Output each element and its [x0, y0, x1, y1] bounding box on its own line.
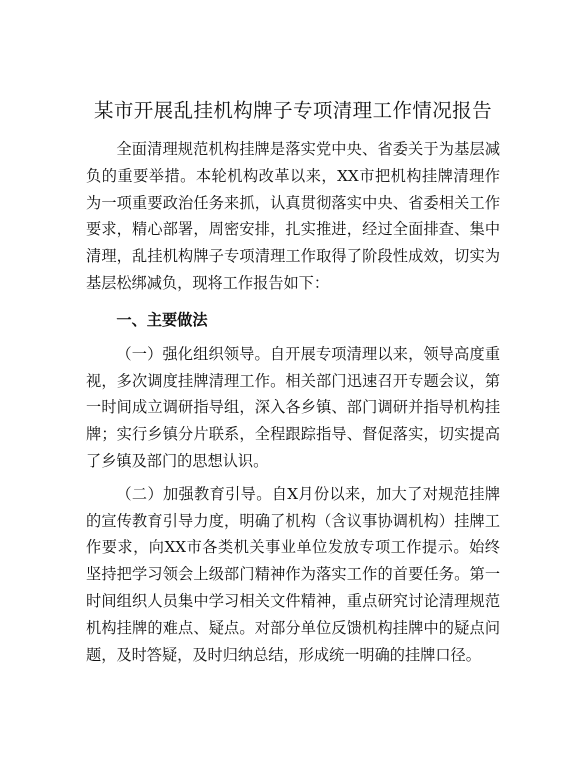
item-strengthen-leadership-body: 自开展专项清理以来，领导高度重视，多次调度挂牌清理工作。相关部门迅速召开专题会议，第一时间成立调研指导组，深入各乡镇、部门调研并指导机构挂牌；实行乡镇分片联系，全程跟踪指导、督促落实，切实提高了乡镇及部门的思想认识。	[86, 344, 501, 470]
item-education-guidance-lead: （二）加强教育引导。	[116, 484, 272, 503]
intro-paragraph: 全面清理规范机构挂牌是落实党中央、省委关于为基层减负的重要举措。本轮机构改革以来，XX市把机构挂牌清理作为一项重要政治任务来抓，认真贯彻落实中央、省委相关工作要求，精心部署，周密安排，扎实推进，经过全面排查、集中清理，乱挂机构牌子专项清理工作取得了阶段性成效，切实为基层松绑减负，现将工作报告如下：	[86, 140, 500, 292]
section-heading-main-practices: 一、主要做法	[116, 310, 208, 329]
item-education-guidance	[86, 481, 500, 669]
item-strengthen-leadership-lead: （一）强化组织领导。	[116, 344, 270, 363]
document-title: 某市开展乱挂机构牌子专项清理工作情况报告	[93, 99, 492, 122]
item-education-guidance-body: 自X月份以来，加大了对规范挂牌的宣传教育引导力度，明确了机构（含议事协调机构）挂牌工作要求，向XX市各类机关事业单位发放专项工作提示。始终坚持把学习领会上级部门精神作为落实工作的首要任务。第一时间组织人员集中学习相关文件精神，重点研究讨论清理规范机构挂牌的难点、疑点。对部分单位反馈机构挂牌中的疑点问题，及时答疑，及时归纳总结，形成统一明确的挂牌口径。	[86, 484, 501, 664]
item-strengthen-leadership	[86, 341, 500, 475]
